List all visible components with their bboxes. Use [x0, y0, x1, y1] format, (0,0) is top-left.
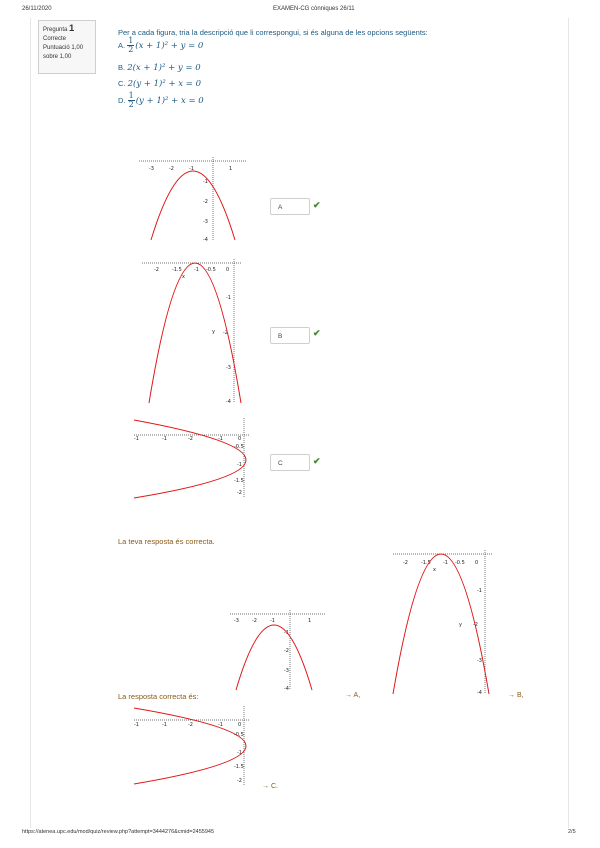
p2-ytick-1: -2 [223, 330, 228, 336]
b-ytick-1: -2 [473, 622, 478, 628]
a-xtick-3: 1 [308, 618, 312, 624]
answer-plot-c [132, 706, 252, 786]
a-ytick-2: -3 [284, 668, 289, 674]
check-icon-3: ✔ [313, 456, 321, 466]
b-ytick-3: -4 [477, 690, 482, 696]
p3-xtick-2: -2 [188, 436, 193, 442]
answer-plot-b [393, 550, 493, 695]
option-a-fraction: $\frac{1}{2}$ [128, 36, 134, 54]
c-xtick-1: -1 [162, 722, 167, 728]
p2-ytick-3: -4 [226, 399, 231, 405]
question-label: Pregunta [43, 27, 68, 33]
p3-ytick-3: -2 [237, 490, 242, 496]
b-xtick-4: 0 [475, 560, 479, 566]
a-xtick-0: -3 [234, 618, 239, 624]
p2-xtick-2: -1 [194, 267, 199, 273]
p1-ytick-2: -3 [203, 219, 208, 225]
page-number: 2/5 [568, 829, 576, 835]
question-score-1: Puntuació 1,00 [43, 45, 84, 51]
option-c: C. 2(y + 1)² + x = 0 [118, 79, 202, 89]
p2-ytick-2: -3 [226, 365, 231, 371]
figure-2-plot [142, 259, 242, 404]
p1-xtick-2: -1 [189, 166, 194, 172]
c-ytick-2: -1.5 [234, 764, 244, 770]
p3-ytick-1: -1 [237, 462, 242, 468]
p3-ytick-0: -0.5 [234, 444, 244, 450]
c-xtick-2: -2 [188, 722, 193, 728]
b-axis-x: x [433, 567, 436, 573]
p1-xtick-1: -2 [169, 166, 174, 172]
a-xtick-2: -1 [270, 618, 275, 624]
option-d: D. $\frac{1}{2}$ (y + 1)² + x = 0 [118, 91, 204, 109]
p2-axis-x: x [182, 274, 185, 280]
answer-select-2[interactable]: B [270, 327, 310, 344]
print-url: https://atenea.upc.edu/mod/quiz/review.php?attempt=3444276&cmid=2455945 [22, 829, 215, 835]
p3-xtick-3: -1 [218, 436, 223, 442]
c-xtick-0: -1 [134, 722, 139, 728]
print-date: 26/11/2020 [22, 6, 52, 12]
p1-ytick-0: -1 [203, 179, 208, 185]
question-prompt: Per a cada figura, tria la descripció que li correspongui, si és alguna de les opcions següents: [118, 28, 428, 37]
question-score-2: sobre 1,00 [43, 54, 72, 60]
answer-select-3[interactable]: C [270, 454, 310, 471]
p2-xtick-4: 0 [226, 267, 230, 273]
a-curve [236, 625, 312, 690]
p2-ytick-0: -1 [226, 295, 231, 301]
c-curve [134, 708, 246, 784]
p3-curve [134, 420, 246, 498]
p2-xtick-1: -1.5 [172, 267, 182, 273]
p2-xtick-0: -2 [154, 267, 159, 273]
p3-xtick-0: -1 [134, 436, 139, 442]
p1-ytick-3: -4 [203, 237, 208, 243]
p3-ytick-2: -1.5 [234, 478, 244, 484]
answer-select-1[interactable]: A [270, 198, 310, 215]
print-title: EXAMEN-CG cònniques 26/11 [273, 6, 355, 12]
answer-plot-a [228, 610, 328, 690]
check-icon-2: ✔ [313, 328, 321, 338]
correct-answer-a: → A, [345, 692, 361, 699]
p3-xtick-1: -1 [162, 436, 167, 442]
correct-answer-c: → C. [262, 783, 278, 790]
c-ytick-3: -2 [237, 778, 242, 784]
p3-xtick-4: 0 [238, 436, 242, 442]
figure-3-plot [132, 418, 252, 498]
feedback-text: La teva resposta és correcta. [118, 537, 215, 546]
b-xtick-0: -2 [403, 560, 408, 566]
correct-answer-b: → B, [508, 692, 524, 699]
b-axis-y: y [459, 622, 462, 628]
b-xtick-2: -1 [443, 560, 448, 566]
right-rule [568, 18, 569, 828]
p1-xtick-0: -3 [149, 166, 154, 172]
p1-curve [151, 171, 235, 240]
figure-1-plot [135, 157, 250, 242]
c-ytick-0: -0.5 [234, 732, 244, 738]
p1-xtick-3: 1 [229, 166, 233, 172]
check-icon-1: ✔ [313, 200, 321, 210]
question-status: Correcte [43, 36, 67, 42]
question-info-box [38, 20, 96, 74]
b-xtick-1: -1.5 [421, 560, 431, 566]
b-ytick-2: -3 [477, 658, 482, 664]
option-a: A. $\frac{1}{2}$ (x + 1)² + y = 0 [118, 36, 204, 54]
a-ytick-3: -4 [284, 686, 289, 692]
a-ytick-1: -2 [284, 648, 289, 654]
option-b: B. 2(x + 1)² + y = 0 [118, 63, 201, 73]
correct-answer-label: La resposta correcta és: [118, 692, 199, 701]
b-xtick-3: -0.5 [455, 560, 465, 566]
b-ytick-0: -1 [477, 588, 482, 594]
question-number: 1 [69, 23, 75, 34]
c-ytick-1: -1 [237, 750, 242, 756]
p2-axis-y: y [212, 329, 215, 335]
option-d-fraction: $\frac{1}{2}$ [128, 91, 134, 109]
b-curve [393, 554, 489, 694]
c-xtick-4: 0 [238, 722, 242, 728]
p2-curve [149, 263, 241, 403]
p2-xtick-3: -0.5 [206, 267, 216, 273]
a-ytick-0: -1 [284, 630, 289, 636]
c-xtick-3: -1 [218, 722, 223, 728]
left-rule [30, 18, 31, 828]
p1-ytick-1: -2 [203, 199, 208, 205]
a-xtick-1: -2 [252, 618, 257, 624]
